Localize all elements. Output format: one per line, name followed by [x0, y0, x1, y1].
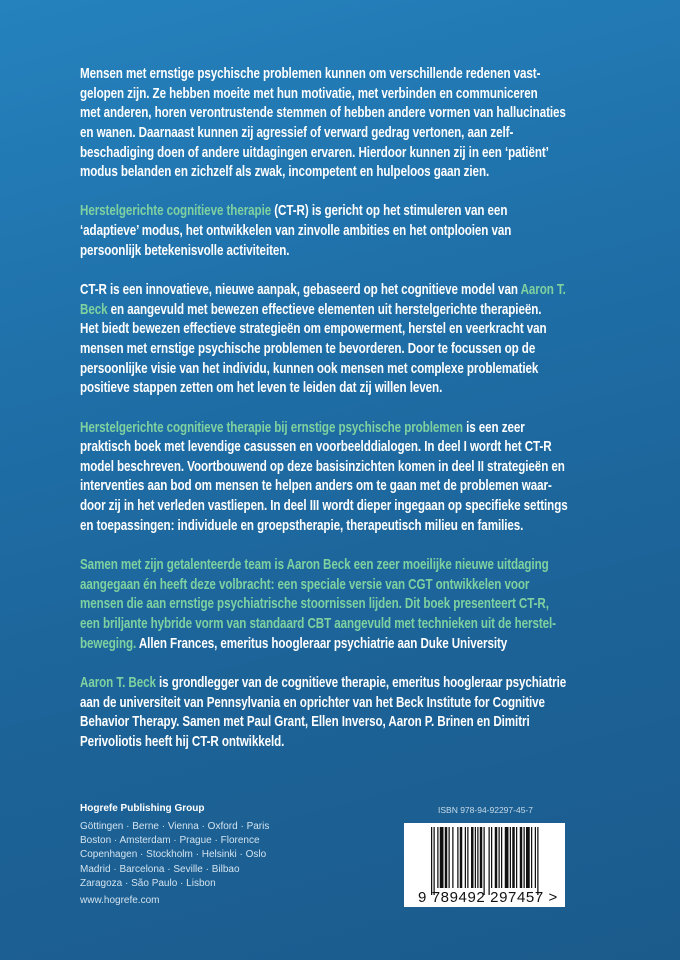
body-text: is grondlegger van de cognitieve therapie, emeritus hoogleraar psychiatrie — [155, 673, 567, 691]
body-text: CT-R is een innovatieve, nieuwe aanpak, gebaseerd op het cognitieve model van — [80, 281, 521, 299]
blurb-line — [80, 221, 545, 241]
blurb-line — [80, 300, 545, 320]
publisher-cities: Copenhagen · Stockholm · Helsinki · Oslo — [80, 849, 267, 861]
blank-line — [80, 182, 545, 202]
barcode-bar — [491, 827, 492, 888]
blurb-line — [80, 614, 556, 634]
highlighted-text: Beck — [80, 300, 108, 318]
barcode-bar — [510, 827, 511, 888]
body-text: Mensen met ernstige psychische problemen kunnen om verschillende redenen vast- — [80, 65, 541, 82]
body-text: mensen met ernstige psychische problemen te bevorderen. Door te focussen op de — [80, 339, 536, 357]
blurb-line — [80, 437, 552, 457]
barcode-bar — [512, 827, 515, 888]
body-text: en toepassingen: individuele en groepstherapie, therapeutisch milieu en families. — [80, 516, 524, 534]
blurb-line — [80, 634, 545, 654]
barcode-bar — [535, 827, 536, 888]
publisher-website: www.hogrefe.com — [80, 894, 160, 906]
barcode-bar — [471, 827, 474, 888]
body-text: positieve stappen zetten om het leven te leiden dat zij willen leven. — [80, 379, 443, 397]
barcode-bar — [501, 827, 502, 888]
blurb-line — [80, 339, 545, 359]
body-text: Het biedt bewezen effectieve strategieën om empowerment, herstel en veerkracht van — [80, 320, 547, 338]
barcode-bar — [495, 827, 498, 888]
blurb-line — [80, 457, 565, 477]
blurb-line — [80, 241, 545, 261]
barcode-bar — [440, 827, 444, 888]
blurb-line — [80, 162, 545, 182]
publisher-name: Hogrefe Publishing Group — [80, 803, 205, 814]
highlighted-text: beweging. — [80, 634, 137, 652]
body-text: en wanen. Daarnaast kunnen zij agressief of verward gedrag vertonen, aan zelf- — [80, 123, 514, 141]
blurb-line — [80, 280, 566, 300]
body-text: praktisch boek met levendige casussen en voorbeelddialogen. In deel I wordt het CT-R — [80, 438, 552, 456]
publisher-cities: Boston · Amsterdam · Prague · Florence — [80, 835, 260, 847]
body-text: is een zeer — [462, 418, 525, 436]
body-text: door zij in het verleden vastliepen. In deel III wordt dieper ingegaan op specifieke settings — [80, 497, 568, 515]
blurb-line — [80, 673, 567, 693]
barcode-bar — [480, 827, 483, 888]
barcode-bar — [516, 827, 517, 888]
back-cover-blurb — [80, 64, 680, 751]
publisher-cities: Göttingen · Berne · Vienna · Oxford · Paris — [80, 821, 270, 832]
body-text: interventies aan bod om mensen te helpen anders om te gaan met de problemen waar- — [80, 477, 552, 495]
highlighted-text: Herstelgerichte cognitieve therapie bij ernstige psychische problemen — [80, 418, 463, 436]
barcode-bar — [526, 827, 530, 888]
barcode-bar — [537, 827, 538, 895]
blurb-line — [80, 359, 545, 379]
barcode-bar — [452, 827, 453, 888]
barcode-bar — [460, 827, 463, 888]
body-text: en aangevuld met bewezen effectieve elementen uit herstelgerichte therapieën. — [107, 300, 542, 318]
blurb-line — [80, 143, 549, 163]
blurb-line — [80, 476, 552, 496]
highlighted-text: een briljante hybride vorm van standaard CBT aangevuld met technieken uit de herstel- — [80, 614, 556, 632]
blurb-line — [80, 378, 545, 398]
blurb-line — [80, 418, 545, 438]
body-text: Perivoliotis heeft hij CT-R ontwikkeld. — [80, 732, 285, 750]
blank-line — [80, 260, 545, 280]
highlighted-text: Samen met zijn getalenteerde team is Aaron Beck een zeer moeilijke nieuwe uitdaging — [80, 556, 549, 574]
blank-line — [80, 535, 545, 555]
blurb-line — [80, 555, 549, 575]
barcode-bar — [499, 827, 500, 888]
barcode-bar — [457, 827, 458, 888]
highlighted-text: aangegaan én heeft deze volbracht: een speciale versie van CGT ontwikkelen voor — [80, 575, 530, 593]
blurb-line — [80, 103, 566, 123]
isbn-label: ISBN 978-94-92297-45-7 — [438, 805, 533, 815]
body-text: ‘adaptieve’ modus, het ontwikkelen van zinvolle ambities en het ontplooien van — [80, 222, 512, 240]
highlighted-text: Aaron T. — [520, 281, 566, 299]
highlighted-text: Aaron T. Beck — [80, 673, 156, 691]
body-text: Behavior Therapy. Samen met Paul Grant, Ellen Inverso, Aaron P. Brinen en Dimitri — [80, 713, 530, 731]
blurb-line — [80, 319, 545, 339]
barcode-bar — [520, 827, 523, 888]
barcode-bar — [531, 827, 532, 888]
body-text: persoonlijk betekenisvolle activiteiten. — [80, 241, 290, 259]
blank-line — [80, 398, 545, 418]
barcode-digits: 9 789492 297457 > — [418, 889, 558, 906]
barcode-bar — [524, 827, 525, 888]
barcode-bar — [465, 827, 466, 888]
highlighted-text: mensen die aan ernstige psychiatrische stoornissen lijden. Dit boek presenteert CT-R, — [80, 595, 549, 613]
highlighted-text: Herstelgerichte cognitieve therapie — [80, 202, 272, 220]
barcode-bar — [431, 827, 432, 895]
blurb-line — [80, 516, 545, 536]
publisher-cities: Zaragoza · São Paulo · Lisbon — [80, 877, 216, 889]
body-text: met anderen, horen verontrustende stemmen of hebben andere vormen van hallucinaties — [80, 104, 566, 122]
publisher-cities: Madrid · Barcelona · Seville · Bilbao — [80, 863, 240, 875]
barcode-bar — [437, 827, 438, 888]
blurb-line — [80, 84, 545, 104]
blurb-line — [80, 496, 568, 516]
barcode-bar — [445, 827, 448, 888]
barcode-bar — [475, 827, 476, 888]
body-text: beschadiging doen of andere uitdagingen ervaren. Hierdoor kunnen zij in een ‘patiënt’ — [80, 143, 549, 161]
body-text: (CT-R) is gericht op het stimuleren van een — [271, 202, 508, 220]
blurb-line — [80, 64, 545, 84]
body-text: gelopen zijn. Ze hebben moeite met hun motivatie, met verbinden en communiceren — [80, 84, 538, 102]
blurb-line — [80, 123, 545, 143]
barcode-bar — [434, 827, 435, 895]
body-text: modus belanden en zichzelf als zwak, incompetent en hulpeloos gaan zien. — [80, 163, 490, 181]
publisher-info — [80, 803, 269, 906]
body-text: aan de universiteit van Pennsylvania en oprichter van het Beck Institute for Cognitive — [80, 693, 545, 711]
blurb-line — [80, 575, 545, 595]
barcode-bar — [467, 827, 468, 888]
barcode — [404, 823, 565, 907]
body-text: persoonlijke visie van het individu, kunnen ook mensen met complexe problematiek — [80, 359, 539, 377]
blurb-line — [80, 201, 545, 221]
barcode-bar — [449, 827, 450, 888]
blurb-line — [80, 594, 549, 614]
blurb-line — [80, 693, 545, 713]
body-text: model beschreven. Voortbouwend op deze basisinzichten komen in deel II strategieën en — [80, 457, 565, 475]
body-text: Allen Frances, emeritus hoogleraar psychiatrie aan Duke University — [136, 634, 508, 652]
barcode-bar — [505, 827, 509, 888]
blurb-line — [80, 732, 545, 752]
barcode-bar — [489, 827, 490, 895]
barcode-bar — [477, 827, 478, 888]
blank-line — [80, 653, 545, 673]
blurb-line — [80, 712, 545, 732]
barcode-bar — [484, 827, 485, 895]
